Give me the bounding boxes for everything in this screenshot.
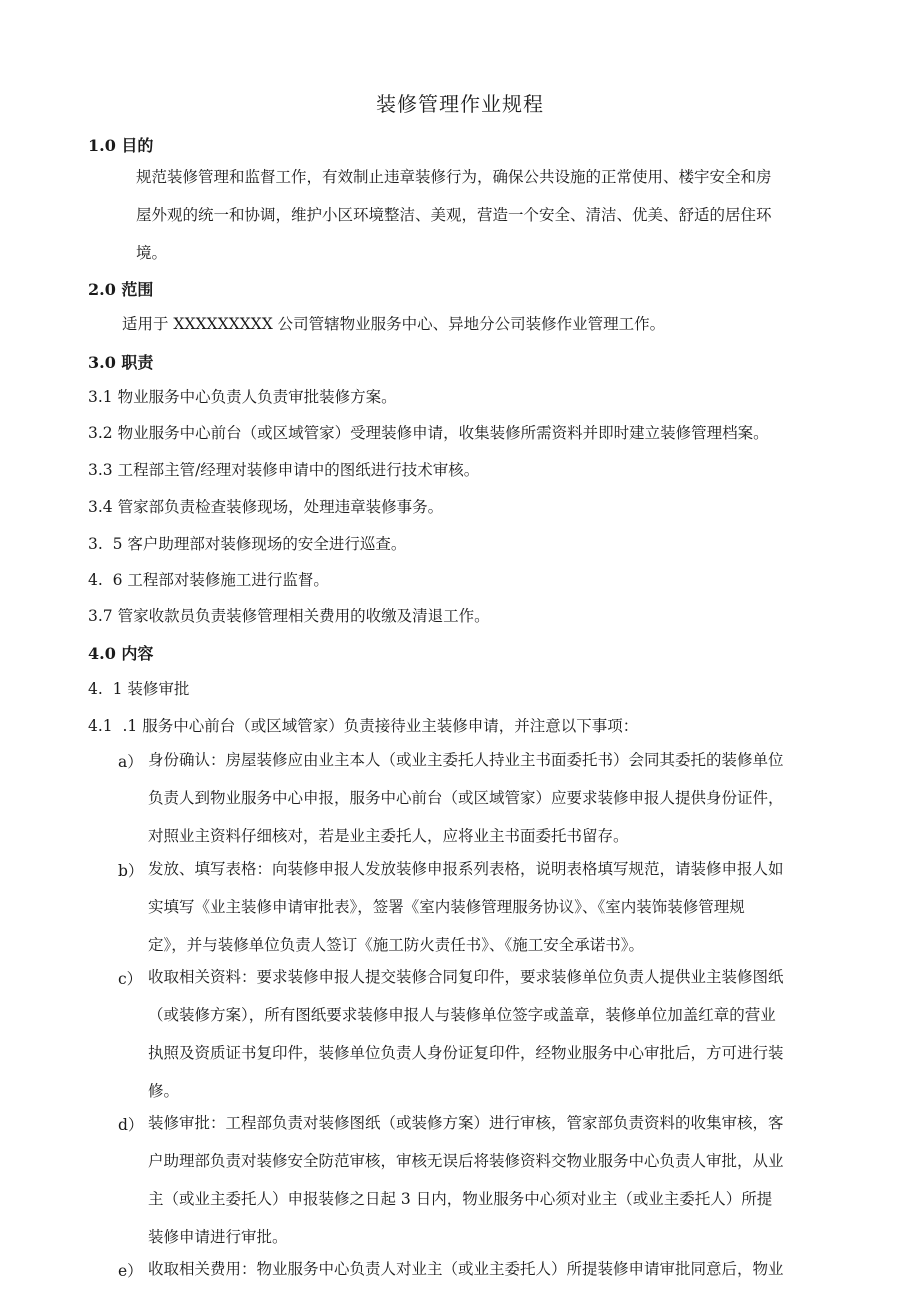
responsibility-item: 3.7 管家收款员负责装修管理相关费用的收缴及清退工作。: [88, 607, 490, 625]
list-item-line: 发放、填写表格：向装修申报人发放装修申报系列表格，说明表格填写规范，请装修申报人如: [148, 860, 784, 878]
list-item-b: [148, 850, 784, 964]
paragraph-line: 规范装修管理和监督工作，有效制止违章装修行为，确保公共设施的正常使用、楼宇安全和房: [136, 168, 772, 186]
list-item-line: 身份确认：房屋装修应由业主本人（或业主委托人持业主书面委托书）会同其委托的装修单位: [148, 751, 784, 769]
list-item-line: （或装修方案），所有图纸要求装修申报人与装修单位签字或盖章，装修单位加盖红章的营业: [148, 1006, 776, 1024]
responsibility-item: 3.4 管家部负责检查装修现场，处理违章装修事务。: [88, 498, 444, 516]
list-item-line: 实填写《业主装修申请审批表》，签署《室内装修管理服务协议》、《室内装饰装修管理规: [148, 898, 745, 916]
list-item-c: [148, 958, 784, 1110]
subsection-intro: 4.1 .1 服务中心前台（或区域管家）负责接待业主装修申请，并注意以下事项：: [88, 717, 639, 735]
responsibility-item: 3.1 物业服务中心负责人负责审批装修方案。: [88, 388, 397, 406]
document-title: 装修管理作业规程: [376, 92, 544, 116]
responsibility-item: 4. 6 工程部对装修施工进行监督。: [88, 571, 329, 589]
list-item-line: 对照业主资料仔细核对，若是业主委托人，应将业主书面委托书留存。: [148, 827, 629, 845]
section-purpose-body: [136, 158, 772, 272]
list-item-e: [148, 1250, 784, 1288]
section-scope-body: 适用于 XXXXXXXXX 公司管辖物业服务中心、异地分公司装修作业管理工作。: [122, 315, 666, 333]
subsection-heading: 4. 1 装修审批: [88, 680, 190, 698]
list-item-a: [148, 741, 784, 855]
list-item-line: 收取相关费用：物业服务中心负责人对业主（或业主委托人）所提装修申请审批同意后，物业: [148, 1260, 784, 1278]
section-heading-responsibilities: 3.0 职责: [88, 353, 154, 372]
section-heading-purpose: 1.0 目的: [88, 136, 154, 155]
section-heading-scope: 2.0 范围: [88, 280, 154, 299]
paragraph-line: 境。: [136, 244, 168, 262]
list-marker-e: e）: [118, 1262, 143, 1280]
responsibility-item: 3.2 物业服务中心前台（或区域管家）受理装修申请，收集装修所需资料并即时建立装修管理档案。: [88, 424, 769, 442]
list-item-line: 负责人到物业服务中心申报，服务中心前台（或区域管家）应要求装修申报人提供身份证件，: [148, 789, 784, 807]
list-marker-b: b）: [118, 862, 144, 880]
list-marker-a: a）: [118, 753, 143, 771]
list-item-line: 装修申请进行审批。: [148, 1228, 288, 1246]
paragraph-line: 屋外观的统一和协调，维护小区环境整洁、美观，营造一个安全、清洁、优美、舒适的居住环: [136, 206, 772, 224]
responsibility-item: 3. 5 客户助理部对装修现场的安全进行巡查。: [88, 535, 407, 553]
responsibility-item: 3.3 工程部主管/经理对装修申请中的图纸进行技术审核。: [88, 461, 480, 479]
list-item-line: 主（或业主委托人）申报装修之日起 3 日内，物业服务中心须对业主（或业主委托人）所提: [148, 1190, 773, 1208]
list-item-line: 定》，并与装修单位负责人签订《施工防火责任书》、《施工安全承诺书》。: [148, 936, 645, 954]
list-item-line: 户助理部负责对装修安全防范审核，审核无误后将装修资料交物业服务中心负责人审批，从业: [148, 1152, 784, 1170]
list-item-line: 修。: [148, 1082, 180, 1100]
list-item-d: [148, 1104, 784, 1256]
list-marker-d: d）: [118, 1116, 144, 1134]
list-item-line: 装修审批：工程部负责对装修图纸（或装修方案）进行审核，管家部负责资料的收集审核，客: [148, 1114, 784, 1132]
list-item-line: 执照及资质证书复印件，装修单位负责人身份证复印件，经物业服务中心审批后，方可进行装: [148, 1044, 784, 1062]
list-item-line: 收取相关资料：要求装修申报人提交装修合同复印件，要求装修单位负责人提供业主装修图纸: [148, 968, 784, 986]
section-heading-content: 4.0 内容: [88, 644, 154, 663]
list-marker-c: c）: [118, 970, 143, 988]
